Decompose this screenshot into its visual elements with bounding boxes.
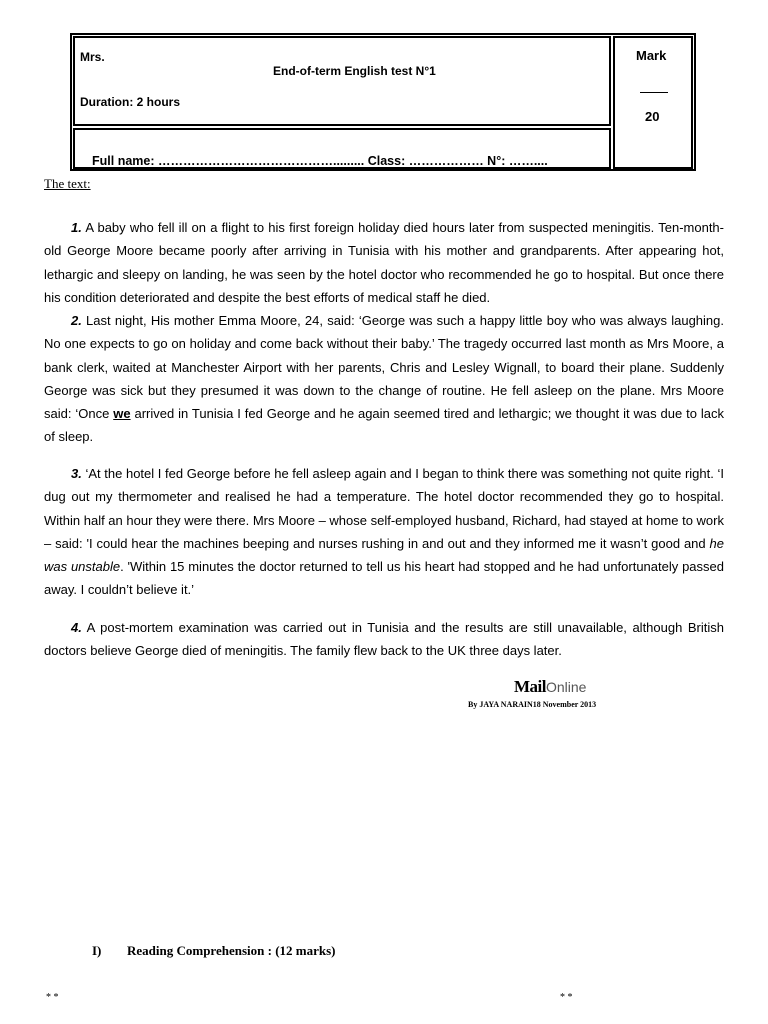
paragraph-text: A post-mortem examination was carried out in Tunisia and the results are still unavailable, although British doctors believe George died of meningitis. The family flew back to the UK three days later. [44,620,724,659]
teacher-label: Mrs. [80,50,105,64]
header-info-box [73,36,611,126]
emphasized-word: we [113,406,131,422]
paragraph-text: . 'Within 15 minutes the doctor returned to tell us his heart had stopped and he had unfortunately passed away. I couldn’t believe it.’ [44,559,724,598]
footer-stars-left: * * [46,992,59,1003]
logo-online: Online [546,679,587,695]
student-fields: Full name: ……………………………………......... Class: ……………… N°: …….... [92,154,548,168]
mark-label: Mark [636,48,667,63]
logo-mail: Mail [514,677,546,696]
section-number: I) [92,943,102,958]
mark-divider [640,92,668,93]
paragraph-text: arrived in Tunisia I fed George and he again seemed tired and lethargic; we thought it was due to lack of sleep. [44,406,724,445]
paragraph-3 [44,462,724,602]
paragraph-number: 3. [71,466,82,481]
paragraph-4 [44,616,724,663]
text-label: The text: [44,176,91,191]
mark-total: 20 [645,109,660,124]
byline: By JAYA NARAIN18 November 2013 [468,700,597,709]
paragraph-number: 1. [71,220,82,235]
test-title: End-of-term English test N°1 [273,64,436,78]
footer-stars-right: * * [560,992,573,1003]
paragraph-text: Last night, His mother Emma Moore, 24, said: ‘George was such a happy little boy who was always laughing. No one expects to go on holiday and come back without their baby.’ The tragedy occurred last month as Mrs Moore, a bank clerk, waited at Manchester Airport with her parents, Chris and Lesley Wignall, to board their plane. Suddenly George was sick but they presumed it was down to the change of routine. He fell asleep on the plane. Mrs Moore said: ‘Once [44,313,724,422]
paragraph-2 [44,309,724,449]
paragraph-text: ‘At the hotel I fed George before he fell asleep again and I began to think there was something not quite right. ‘I dug out my thermometer and realised he had a temperature. The hotel doctor recommended they go to hospital. Within half an hour they were there. Mrs Moore – whose self-employed husband, Richard, had stayed at home to work – said: 'I could hear the machines beeping and nurses rushing in and out and they informed me it wasn’t good and [44,466,724,551]
paragraph-number: 2. [71,313,82,328]
paragraph-number: 4. [71,620,82,635]
section-title: Reading Comprehension : (12 marks) [127,943,336,958]
mail-online-logo [514,677,586,697]
italic-phrase: he was unstable [44,535,724,575]
paragraph-1 [44,216,724,309]
duration-label: Duration: 2 hours [80,95,181,109]
paragraph-text: A baby who fell ill on a flight to his first foreign holiday died hours later from suspected meningitis. Ten-month-old George Moore became poorly after arriving in Tunisia with his mother and grandparents. After appearing hot, lethargic and sleepy on landing, he was seen by the hotel doctor who recommended he go to hospital. But once there his condition deteriorated and despite the best efforts of medical staff he died. [44,220,724,305]
